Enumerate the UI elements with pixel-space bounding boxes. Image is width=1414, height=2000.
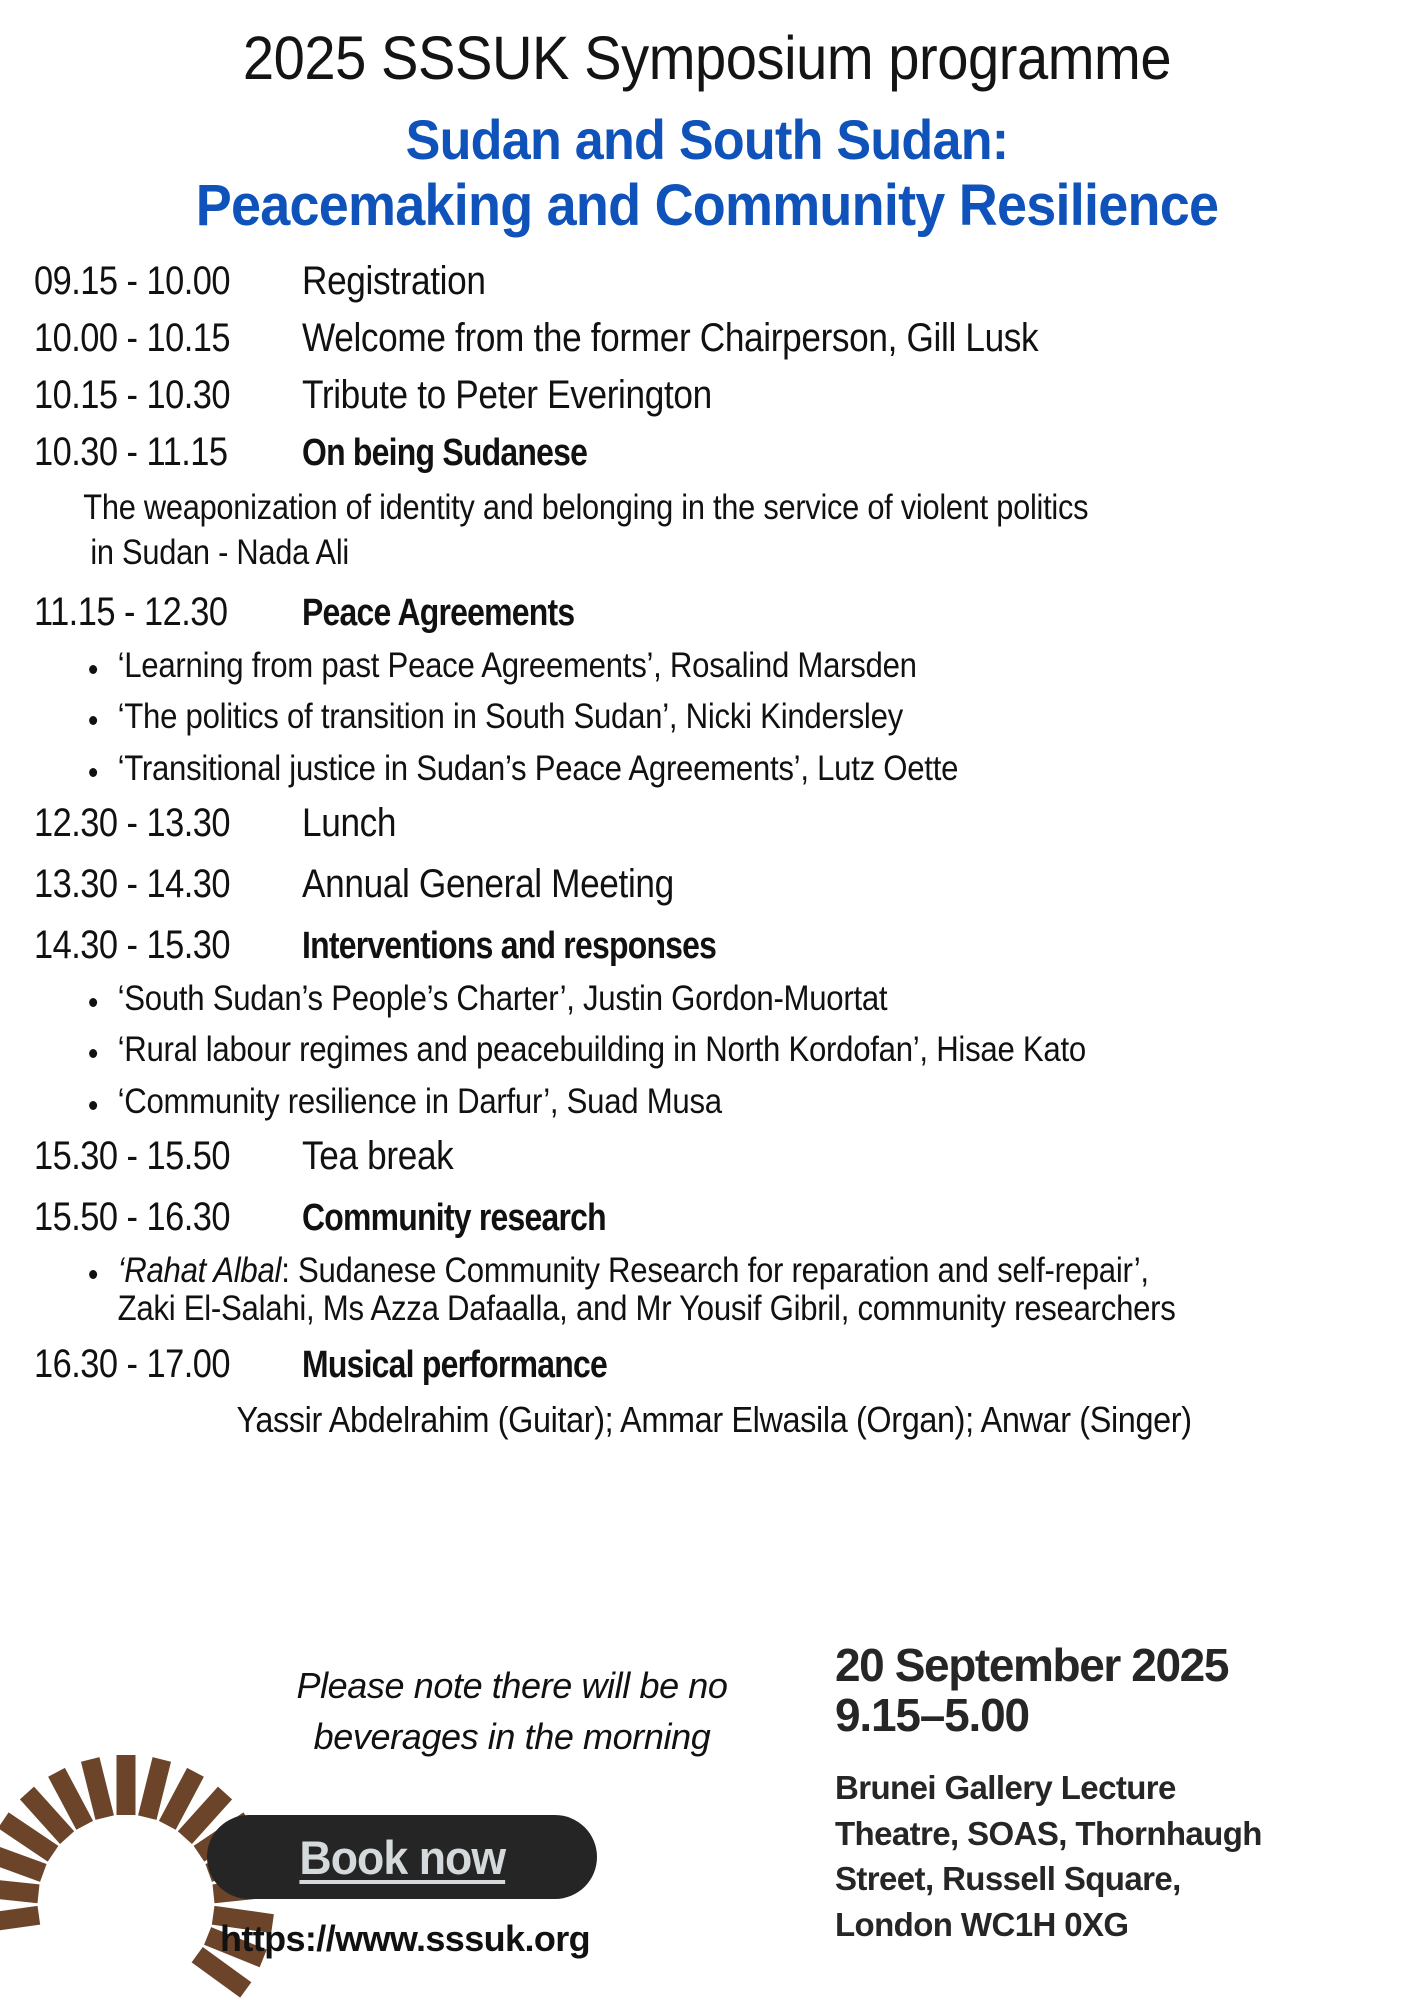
address-line: London WC1H 0XG — [835, 1905, 1129, 1943]
schedule-row-peace-agreements — [34, 590, 1384, 635]
website-url[interactable]: https://www.sssuk.org — [219, 1918, 591, 1959]
session-label: Peace Agreements — [302, 591, 575, 634]
schedule-row-community-research — [34, 1195, 1384, 1240]
performers-line: Yassir Abdelrahim (Guitar); Ammar Elwasila (Organ); Anwar (Singer) — [236, 1398, 1192, 1440]
time-slot: 10.00 - 10.15 — [34, 315, 231, 360]
time-slot: 10.15 - 10.30 — [34, 372, 231, 417]
session-label: Tea break — [302, 1134, 454, 1179]
session-label: Annual General Meeting — [302, 862, 674, 907]
schedule-row-tea-break — [34, 1134, 1384, 1179]
peace-agreements-bullets — [34, 647, 1384, 789]
detail-line: The weaponization of identity and belonging in the service of violent politics — [83, 488, 1089, 528]
beverages-note — [252, 1660, 772, 1762]
interventions-bullets — [34, 980, 1384, 1122]
address-line: Theatre, SOAS, Thornhaugh — [835, 1814, 1262, 1852]
note-line-2: beverages in the morning — [313, 1716, 711, 1758]
list-item: ‘Transitional justice in Sudan’s Peace Agreements’, Lutz Oette — [82, 750, 1241, 789]
time-slot: 16.30 - 17.00 — [34, 1341, 231, 1386]
time-slot: 15.30 - 15.50 — [34, 1134, 231, 1179]
item-line-2: Zaki El-Salahi, Ms Azza Dafaalla, and Mr Yousif Gibril, community researchers — [117, 1289, 1176, 1329]
time-slot: 14.30 - 15.30 — [34, 922, 231, 967]
session-label: Lunch — [302, 801, 397, 846]
subtitle-line-1: Sudan and South Sudan: — [405, 108, 1009, 172]
schedule-row-agm — [34, 862, 1384, 907]
page-subtitle — [49, 92, 1364, 237]
session-label: Interventions and responses — [302, 924, 717, 967]
address-line: Brunei Gallery Lecture — [835, 1769, 1176, 1807]
footer-section — [0, 1600, 1414, 2000]
schedule-row-tribute — [34, 373, 1384, 418]
list-item — [82, 1252, 1241, 1329]
session-label: Community research — [302, 1196, 606, 1239]
session-label: Musical performance — [302, 1343, 607, 1386]
book-now-button[interactable] — [207, 1815, 597, 1899]
detail-line: in Sudan - Nada Ali — [90, 533, 349, 573]
list-item: ‘Learning from past Peace Agreements’, Rosalind Marsden — [82, 647, 1241, 686]
time-slot: 15.50 - 16.30 — [34, 1194, 231, 1239]
schedule-row-lunch — [34, 801, 1384, 846]
event-times: 9.15–5.00 — [835, 1688, 1029, 1741]
list-item: ‘South Sudan’s People’s Charter’, Justin Gordon-Muortat — [82, 980, 1241, 1019]
note-line-1: Please note there will be no — [296, 1665, 728, 1706]
item-rest: : Sudanese Community Research for reparation and self-repair’, — [281, 1250, 1149, 1290]
time-slot: 10.30 - 11.15 — [34, 429, 228, 474]
event-date: 20 September 2025 — [835, 1639, 1229, 1691]
time-slot: 12.30 - 13.30 — [34, 801, 231, 846]
schedule-row-welcome — [34, 316, 1384, 361]
schedule-row-musical-performance — [34, 1342, 1384, 1387]
session-label: Tribute to Peter Everington — [302, 372, 712, 417]
list-item: ‘Community resilience in Darfur’, Suad Musa — [82, 1083, 1241, 1122]
schedule-row-interventions — [34, 923, 1384, 968]
schedule-row-registration — [34, 259, 1384, 304]
page-title: 2025 SSSUK Symposium programme — [242, 24, 1172, 92]
community-research-bullets — [34, 1252, 1384, 1329]
venue-details — [835, 1639, 1395, 1947]
venue-address — [835, 1765, 1395, 1947]
time-slot: 11.15 - 12.30 — [34, 589, 228, 634]
schedule-list — [0, 237, 1414, 1440]
subtitle-line-2: Peacemaking and Community Resilience — [195, 172, 1219, 238]
session-label: On being Sudanese — [302, 431, 588, 474]
session-label: Welcome from the former Chairperson, Gill Lusk — [302, 315, 1039, 360]
address-line: Street, Russell Square, — [835, 1860, 1181, 1898]
list-item: ‘Rural labour regimes and peacebuilding in North Kordofan’, Hisae Kato — [82, 1031, 1241, 1070]
list-item: ‘The politics of transition in South Sudan’, Nicki Kindersley — [82, 698, 1241, 737]
time-slot: 13.30 - 14.30 — [34, 862, 231, 907]
sssuk-sunburst-logo — [6, 1620, 246, 1950]
book-now-label: Book now — [299, 1830, 505, 1884]
time-slot: 09.15 - 10.00 — [34, 259, 231, 304]
session-detail-on-being-sudanese — [34, 486, 1222, 576]
item-title: ‘Rahat Albal — [117, 1250, 282, 1290]
session-label: Registration — [302, 259, 486, 304]
schedule-row-on-being-sudanese — [34, 430, 1384, 475]
